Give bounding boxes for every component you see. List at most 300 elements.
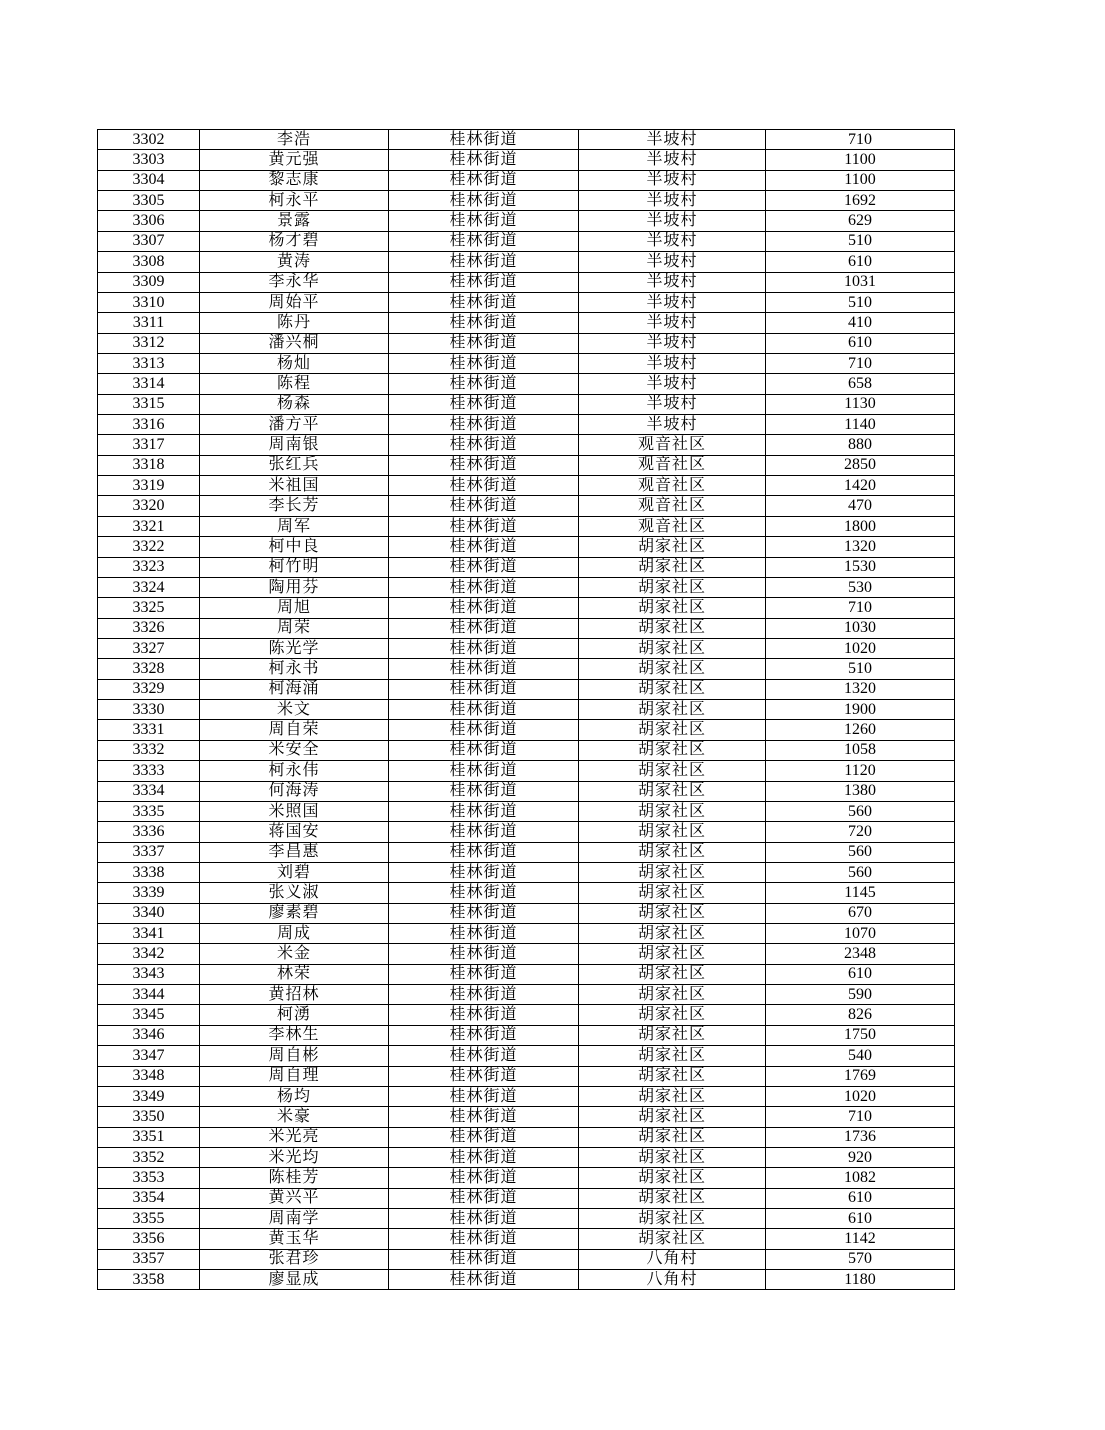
street-cell: 桂林街道 — [389, 638, 579, 658]
amount-cell: 1082 — [766, 1168, 955, 1188]
row-number-cell: 3340 — [98, 903, 200, 923]
table-row — [98, 1127, 955, 1147]
name-cell: 米安全 — [200, 740, 389, 760]
row-number-cell: 3343 — [98, 964, 200, 984]
table-row — [98, 1229, 955, 1249]
name-cell: 李浩 — [200, 130, 389, 150]
table-row — [98, 842, 955, 862]
name-cell: 周自荣 — [200, 720, 389, 740]
community-cell: 胡家社区 — [579, 638, 766, 658]
community-cell: 观音社区 — [579, 496, 766, 516]
row-number-cell: 3333 — [98, 761, 200, 781]
amount-cell: 1320 — [766, 537, 955, 557]
amount-cell: 610 — [766, 252, 955, 272]
name-cell: 柯海涌 — [200, 679, 389, 699]
table-row — [98, 598, 955, 618]
amount-cell: 1140 — [766, 415, 955, 435]
community-cell: 半坡村 — [579, 130, 766, 150]
amount-cell: 920 — [766, 1147, 955, 1167]
street-cell: 桂林街道 — [389, 679, 579, 699]
name-cell: 黄元强 — [200, 150, 389, 170]
street-cell: 桂林街道 — [389, 700, 579, 720]
community-cell: 半坡村 — [579, 252, 766, 272]
name-cell: 陈桂芳 — [200, 1168, 389, 1188]
name-cell: 陈程 — [200, 374, 389, 394]
community-cell: 胡家社区 — [579, 740, 766, 760]
row-number-cell: 3329 — [98, 679, 200, 699]
community-cell: 胡家社区 — [579, 1188, 766, 1208]
name-cell: 柯中良 — [200, 537, 389, 557]
community-cell: 胡家社区 — [579, 944, 766, 964]
name-cell: 林荣 — [200, 964, 389, 984]
community-cell: 半坡村 — [579, 394, 766, 414]
row-number-cell: 3312 — [98, 333, 200, 353]
street-cell: 桂林街道 — [389, 333, 579, 353]
community-cell: 胡家社区 — [579, 1229, 766, 1249]
amount-cell: 1020 — [766, 1086, 955, 1106]
row-number-cell: 3338 — [98, 862, 200, 882]
table-row — [98, 944, 955, 964]
table-row — [98, 638, 955, 658]
amount-cell: 610 — [766, 333, 955, 353]
table-row — [98, 1107, 955, 1127]
name-cell: 米文 — [200, 700, 389, 720]
row-number-cell: 3349 — [98, 1086, 200, 1106]
name-cell: 周成 — [200, 924, 389, 944]
amount-cell: 658 — [766, 374, 955, 394]
community-cell: 胡家社区 — [579, 1066, 766, 1086]
row-number-cell: 3341 — [98, 924, 200, 944]
community-cell: 观音社区 — [579, 476, 766, 496]
amount-cell: 530 — [766, 577, 955, 597]
amount-cell: 1750 — [766, 1025, 955, 1045]
table-row — [98, 170, 955, 190]
table-row — [98, 1066, 955, 1086]
street-cell: 桂林街道 — [389, 231, 579, 251]
street-cell: 桂林街道 — [389, 476, 579, 496]
street-cell: 桂林街道 — [389, 272, 579, 292]
table-row — [98, 374, 955, 394]
table-row — [98, 415, 955, 435]
table-row — [98, 476, 955, 496]
community-cell: 胡家社区 — [579, 862, 766, 882]
name-cell: 周军 — [200, 516, 389, 536]
table-row — [98, 1086, 955, 1106]
community-cell: 八角村 — [579, 1249, 766, 1269]
amount-cell: 1100 — [766, 150, 955, 170]
row-number-cell: 3321 — [98, 516, 200, 536]
row-number-cell: 3328 — [98, 659, 200, 679]
table-row — [98, 883, 955, 903]
amount-cell: 1145 — [766, 883, 955, 903]
table-row — [98, 985, 955, 1005]
community-cell: 胡家社区 — [579, 679, 766, 699]
name-cell: 柯永平 — [200, 191, 389, 211]
table-row — [98, 435, 955, 455]
name-cell: 米光均 — [200, 1147, 389, 1167]
community-cell: 胡家社区 — [579, 924, 766, 944]
street-cell: 桂林街道 — [389, 455, 579, 475]
street-cell: 桂林街道 — [389, 394, 579, 414]
row-number-cell: 3307 — [98, 231, 200, 251]
row-number-cell: 3303 — [98, 150, 200, 170]
row-number-cell: 3318 — [98, 455, 200, 475]
street-cell: 桂林街道 — [389, 130, 579, 150]
row-number-cell: 3310 — [98, 292, 200, 312]
table-row — [98, 761, 955, 781]
street-cell: 桂林街道 — [389, 1005, 579, 1025]
street-cell: 桂林街道 — [389, 496, 579, 516]
street-cell: 桂林街道 — [389, 1229, 579, 1249]
row-number-cell: 3348 — [98, 1066, 200, 1086]
amount-cell: 1530 — [766, 557, 955, 577]
community-cell: 胡家社区 — [579, 598, 766, 618]
name-cell: 刘碧 — [200, 862, 389, 882]
amount-cell: 540 — [766, 1046, 955, 1066]
table-row — [98, 679, 955, 699]
name-cell: 黄兴平 — [200, 1188, 389, 1208]
community-cell: 半坡村 — [579, 211, 766, 231]
table-row — [98, 924, 955, 944]
table-row — [98, 516, 955, 536]
table-row — [98, 822, 955, 842]
community-cell: 半坡村 — [579, 415, 766, 435]
table-row — [98, 537, 955, 557]
street-cell: 桂林街道 — [389, 1127, 579, 1147]
table-row — [98, 700, 955, 720]
row-number-cell: 3311 — [98, 313, 200, 333]
row-number-cell: 3315 — [98, 394, 200, 414]
row-number-cell: 3316 — [98, 415, 200, 435]
row-number-cell: 3345 — [98, 1005, 200, 1025]
street-cell: 桂林街道 — [389, 944, 579, 964]
amount-cell: 2348 — [766, 944, 955, 964]
table-row — [98, 496, 955, 516]
name-cell: 周自理 — [200, 1066, 389, 1086]
name-cell: 黄玉华 — [200, 1229, 389, 1249]
row-number-cell: 3314 — [98, 374, 200, 394]
community-cell: 胡家社区 — [579, 1046, 766, 1066]
row-number-cell: 3342 — [98, 944, 200, 964]
street-cell: 桂林街道 — [389, 1086, 579, 1106]
table-row — [98, 292, 955, 312]
amount-cell: 1736 — [766, 1127, 955, 1147]
street-cell: 桂林街道 — [389, 598, 579, 618]
amount-cell: 1420 — [766, 476, 955, 496]
amount-cell: 670 — [766, 903, 955, 923]
street-cell: 桂林街道 — [389, 170, 579, 190]
table-row — [98, 557, 955, 577]
name-cell: 米豪 — [200, 1107, 389, 1127]
amount-cell: 629 — [766, 211, 955, 231]
table-row — [98, 130, 955, 150]
community-cell: 半坡村 — [579, 272, 766, 292]
name-cell: 廖显成 — [200, 1270, 389, 1290]
amount-cell: 570 — [766, 1249, 955, 1269]
table-row — [98, 394, 955, 414]
street-cell: 桂林街道 — [389, 781, 579, 801]
row-number-cell: 3352 — [98, 1147, 200, 1167]
amount-cell: 1100 — [766, 170, 955, 190]
community-cell: 胡家社区 — [579, 1127, 766, 1147]
table-row — [98, 313, 955, 333]
table-row — [98, 1209, 955, 1229]
street-cell: 桂林街道 — [389, 740, 579, 760]
table-row — [98, 1005, 955, 1025]
community-cell: 胡家社区 — [579, 1107, 766, 1127]
name-cell: 潘方平 — [200, 415, 389, 435]
table-row — [98, 150, 955, 170]
row-number-cell: 3334 — [98, 781, 200, 801]
amount-cell: 710 — [766, 353, 955, 373]
row-number-cell: 3332 — [98, 740, 200, 760]
row-number-cell: 3305 — [98, 191, 200, 211]
community-cell: 胡家社区 — [579, 842, 766, 862]
amount-cell: 880 — [766, 435, 955, 455]
community-cell: 胡家社区 — [579, 1025, 766, 1045]
street-cell: 桂林街道 — [389, 862, 579, 882]
table-row — [98, 252, 955, 272]
community-cell: 胡家社区 — [579, 985, 766, 1005]
row-number-cell: 3346 — [98, 1025, 200, 1045]
table-row — [98, 862, 955, 882]
amount-cell: 610 — [766, 1209, 955, 1229]
street-cell: 桂林街道 — [389, 537, 579, 557]
amount-cell: 590 — [766, 985, 955, 1005]
amount-cell: 1260 — [766, 720, 955, 740]
street-cell: 桂林街道 — [389, 1107, 579, 1127]
row-number-cell: 3335 — [98, 801, 200, 821]
row-number-cell: 3325 — [98, 598, 200, 618]
name-cell: 张义淑 — [200, 883, 389, 903]
street-cell: 桂林街道 — [389, 883, 579, 903]
street-cell: 桂林街道 — [389, 415, 579, 435]
amount-cell: 1320 — [766, 679, 955, 699]
community-cell: 观音社区 — [579, 516, 766, 536]
row-number-cell: 3308 — [98, 252, 200, 272]
community-cell: 胡家社区 — [579, 781, 766, 801]
row-number-cell: 3322 — [98, 537, 200, 557]
name-cell: 杨灿 — [200, 353, 389, 373]
table-row — [98, 272, 955, 292]
table-row — [98, 1249, 955, 1269]
street-cell: 桂林街道 — [389, 435, 579, 455]
row-number-cell: 3323 — [98, 557, 200, 577]
name-cell: 周荣 — [200, 618, 389, 638]
street-cell: 桂林街道 — [389, 822, 579, 842]
community-cell: 胡家社区 — [579, 700, 766, 720]
table-row — [98, 333, 955, 353]
amount-cell: 2850 — [766, 455, 955, 475]
street-cell: 桂林街道 — [389, 577, 579, 597]
data-table — [97, 129, 955, 1290]
community-cell: 胡家社区 — [579, 1147, 766, 1167]
community-cell: 半坡村 — [579, 313, 766, 333]
street-cell: 桂林街道 — [389, 801, 579, 821]
amount-cell: 560 — [766, 801, 955, 821]
community-cell: 胡家社区 — [579, 577, 766, 597]
amount-cell: 1031 — [766, 272, 955, 292]
street-cell: 桂林街道 — [389, 313, 579, 333]
row-number-cell: 3354 — [98, 1188, 200, 1208]
community-cell: 半坡村 — [579, 374, 766, 394]
table-row — [98, 1168, 955, 1188]
amount-cell: 1692 — [766, 191, 955, 211]
row-number-cell: 3350 — [98, 1107, 200, 1127]
amount-cell: 1030 — [766, 618, 955, 638]
community-cell: 胡家社区 — [579, 761, 766, 781]
name-cell: 黎志康 — [200, 170, 389, 190]
table-row — [98, 1046, 955, 1066]
table-row — [98, 1188, 955, 1208]
street-cell: 桂林街道 — [389, 720, 579, 740]
table-row — [98, 720, 955, 740]
row-number-cell: 3326 — [98, 618, 200, 638]
community-cell: 胡家社区 — [579, 720, 766, 740]
community-cell: 胡家社区 — [579, 1168, 766, 1188]
table-row — [98, 618, 955, 638]
amount-cell: 1142 — [766, 1229, 955, 1249]
amount-cell: 610 — [766, 964, 955, 984]
name-cell: 陶用芬 — [200, 577, 389, 597]
community-cell: 胡家社区 — [579, 964, 766, 984]
name-cell: 张红兵 — [200, 455, 389, 475]
street-cell: 桂林街道 — [389, 842, 579, 862]
street-cell: 桂林街道 — [389, 964, 579, 984]
amount-cell: 610 — [766, 1188, 955, 1208]
community-cell: 胡家社区 — [579, 1005, 766, 1025]
row-number-cell: 3330 — [98, 700, 200, 720]
row-number-cell: 3358 — [98, 1270, 200, 1290]
row-number-cell: 3353 — [98, 1168, 200, 1188]
amount-cell: 1058 — [766, 740, 955, 760]
name-cell: 米光亮 — [200, 1127, 389, 1147]
row-number-cell: 3337 — [98, 842, 200, 862]
name-cell: 蒋国安 — [200, 822, 389, 842]
street-cell: 桂林街道 — [389, 1270, 579, 1290]
name-cell: 李昌惠 — [200, 842, 389, 862]
amount-cell: 1180 — [766, 1270, 955, 1290]
community-cell: 半坡村 — [579, 333, 766, 353]
community-cell: 胡家社区 — [579, 537, 766, 557]
amount-cell: 560 — [766, 862, 955, 882]
name-cell: 周南银 — [200, 435, 389, 455]
amount-cell: 470 — [766, 496, 955, 516]
name-cell: 周始平 — [200, 292, 389, 312]
street-cell: 桂林街道 — [389, 985, 579, 1005]
community-cell: 胡家社区 — [579, 801, 766, 821]
street-cell: 桂林街道 — [389, 557, 579, 577]
community-cell: 胡家社区 — [579, 883, 766, 903]
community-cell: 半坡村 — [579, 191, 766, 211]
table-row — [98, 211, 955, 231]
amount-cell: 710 — [766, 598, 955, 618]
row-number-cell: 3336 — [98, 822, 200, 842]
table-row — [98, 781, 955, 801]
name-cell: 米金 — [200, 944, 389, 964]
table-row — [98, 659, 955, 679]
community-cell: 胡家社区 — [579, 1209, 766, 1229]
amount-cell: 1900 — [766, 700, 955, 720]
name-cell: 张君珍 — [200, 1249, 389, 1269]
amount-cell: 560 — [766, 842, 955, 862]
community-cell: 观音社区 — [579, 435, 766, 455]
amount-cell: 1800 — [766, 516, 955, 536]
amount-cell: 1120 — [766, 761, 955, 781]
row-number-cell: 3339 — [98, 883, 200, 903]
table-row — [98, 1025, 955, 1045]
community-cell: 胡家社区 — [579, 659, 766, 679]
community-cell: 半坡村 — [579, 170, 766, 190]
street-cell: 桂林街道 — [389, 252, 579, 272]
row-number-cell: 3313 — [98, 353, 200, 373]
name-cell: 廖素碧 — [200, 903, 389, 923]
name-cell: 景露 — [200, 211, 389, 231]
name-cell: 周自彬 — [200, 1046, 389, 1066]
community-cell: 胡家社区 — [579, 618, 766, 638]
row-number-cell: 3331 — [98, 720, 200, 740]
row-number-cell: 3306 — [98, 211, 200, 231]
street-cell: 桂林街道 — [389, 1046, 579, 1066]
street-cell: 桂林街道 — [389, 1209, 579, 1229]
row-number-cell: 3327 — [98, 638, 200, 658]
amount-cell: 826 — [766, 1005, 955, 1025]
name-cell: 柯湧 — [200, 1005, 389, 1025]
community-cell: 胡家社区 — [579, 822, 766, 842]
row-number-cell: 3357 — [98, 1249, 200, 1269]
table-row — [98, 740, 955, 760]
table-row — [98, 1147, 955, 1167]
street-cell: 桂林街道 — [389, 659, 579, 679]
table-body — [98, 130, 955, 1290]
community-cell: 半坡村 — [579, 292, 766, 312]
name-cell: 柯永伟 — [200, 761, 389, 781]
amount-cell: 710 — [766, 1107, 955, 1127]
row-number-cell: 3324 — [98, 577, 200, 597]
amount-cell: 1070 — [766, 924, 955, 944]
street-cell: 桂林街道 — [389, 1025, 579, 1045]
row-number-cell: 3302 — [98, 130, 200, 150]
row-number-cell: 3344 — [98, 985, 200, 1005]
table-row — [98, 1270, 955, 1290]
row-number-cell: 3309 — [98, 272, 200, 292]
amount-cell: 410 — [766, 313, 955, 333]
street-cell: 桂林街道 — [389, 761, 579, 781]
amount-cell: 510 — [766, 231, 955, 251]
amount-cell: 710 — [766, 130, 955, 150]
row-number-cell: 3319 — [98, 476, 200, 496]
name-cell: 黄招林 — [200, 985, 389, 1005]
street-cell: 桂林街道 — [389, 1168, 579, 1188]
street-cell: 桂林街道 — [389, 374, 579, 394]
table-row — [98, 231, 955, 251]
street-cell: 桂林街道 — [389, 516, 579, 536]
name-cell: 李林生 — [200, 1025, 389, 1045]
name-cell: 陈光学 — [200, 638, 389, 658]
name-cell: 周南学 — [200, 1209, 389, 1229]
amount-cell: 510 — [766, 659, 955, 679]
name-cell: 柯永书 — [200, 659, 389, 679]
row-number-cell: 3317 — [98, 435, 200, 455]
name-cell: 李长芳 — [200, 496, 389, 516]
street-cell: 桂林街道 — [389, 1249, 579, 1269]
table-row — [98, 353, 955, 373]
community-cell: 半坡村 — [579, 231, 766, 251]
community-cell: 半坡村 — [579, 353, 766, 373]
row-number-cell: 3356 — [98, 1229, 200, 1249]
community-cell: 八角村 — [579, 1270, 766, 1290]
community-cell: 胡家社区 — [579, 903, 766, 923]
